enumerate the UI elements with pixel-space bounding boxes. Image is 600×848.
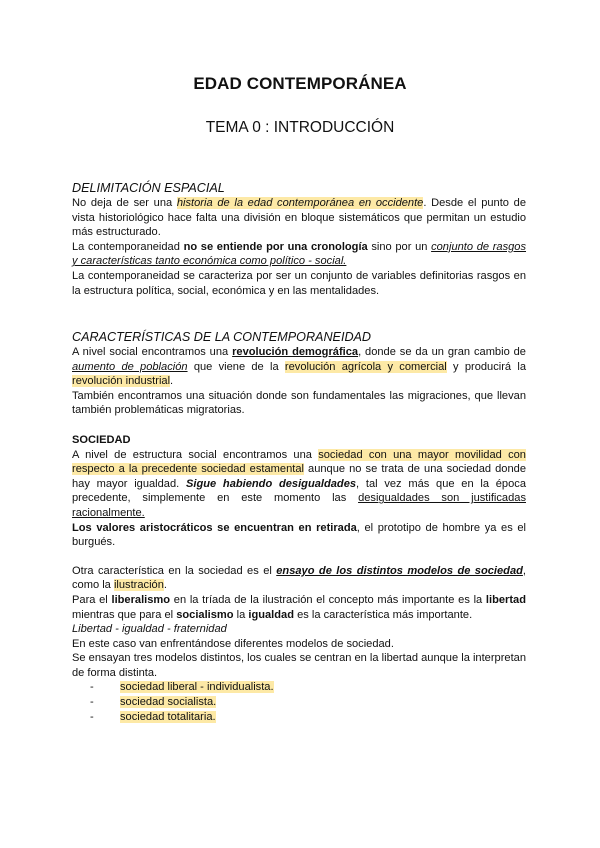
paragraph <box>72 564 526 593</box>
text-run: , como la <box>72 564 526 592</box>
highlight-text: sociedad con una mayor movilidad con respecto a la precedente sociedad estamental <box>72 448 526 476</box>
text-run: La contemporaneidad <box>72 240 184 253</box>
text-run: sino por un <box>367 240 432 253</box>
page-subtitle: TEMA 0 : INTRODUCCIÓN <box>205 119 395 136</box>
text-run: Para el <box>72 593 112 606</box>
highlight-text: revolución agrícola y comercial <box>284 360 447 373</box>
text-run: , donde se da un gran cambio de <box>358 346 526 358</box>
text-run: . <box>163 579 167 592</box>
spacer <box>72 550 526 564</box>
bold-text: no se entiende por una cronología <box>183 240 368 253</box>
paragraph: En este caso van enfrentándose diferentes modelos de sociedad. <box>72 637 394 650</box>
text-run: y producirá la <box>446 360 527 373</box>
underlined-text: conjunto de rasgos y características tanto económica como político - social. <box>72 240 527 268</box>
highlight-text: ilustración <box>113 579 164 592</box>
bold-text: libertad <box>485 593 526 606</box>
section-delimitacion <box>72 181 526 298</box>
text-run: . <box>170 375 174 388</box>
text-run: . Desde el punto de vista historiológico hace falta una división en bloque sistemáticos que permitan un estudio más estructurado. <box>72 197 527 239</box>
text-run: la <box>233 608 249 621</box>
highlight-text: sociedad liberal - individualista. <box>120 681 274 694</box>
text-run: en la tríada de la ilustración el concepto más importante es la <box>170 593 486 606</box>
bullet-list <box>72 680 526 724</box>
paragraph: Se ensayan tres modelos distintos, los cuales se centran en la libertad aunque la interpretan de forma distinta. <box>72 652 526 679</box>
paragraph <box>72 593 526 622</box>
highlight-text: sociedad totalitaria. <box>120 710 216 723</box>
bold-italic-underlined-text: ensayo de los distintos modelos de sociedad <box>276 564 523 577</box>
list-item <box>90 695 526 710</box>
list-item <box>90 680 526 695</box>
bold-underlined-text: revolución demográfica <box>232 346 359 358</box>
highlight-text: sociedad socialista. <box>120 696 217 709</box>
section-heading: DELIMITACIÓN ESPACIAL <box>72 181 225 195</box>
text-run: No deja de ser una <box>72 197 177 209</box>
text-run: mientras que para el <box>72 608 177 621</box>
paragraph: También encontramos una situación donde son fundamentales las migraciones, que llevan también problemáticas migratorias. <box>72 389 526 417</box>
text-run: aunque no se trata de una sociedad donde hay mayor igualdad. <box>72 463 526 490</box>
section-caracteristicas <box>72 330 526 724</box>
paragraph: La contemporaneidad se caracteriza por ser un conjunto de variables definitorias rasgos en la estructura política, social, económica y en las mentalidades. <box>72 269 526 297</box>
paragraph <box>72 448 526 521</box>
text-run: , el prototipo de hombre ya es el burgués. <box>72 521 526 549</box>
text-run: Otra característica en la sociedad es el <box>72 564 277 577</box>
section-heading: CARACTERÍSTICAS DE LA CONTEMPORANEIDAD <box>72 330 372 344</box>
highlight-text: historia de la edad contemporánea en occidente <box>176 197 424 209</box>
subsection-heading: SOCIEDAD <box>72 433 131 446</box>
underlined-text: aumento de población <box>72 360 188 373</box>
text-run: que viene de la <box>187 360 285 373</box>
paragraph <box>72 521 526 550</box>
list-item <box>90 710 526 725</box>
highlight-text: revolución industrial <box>72 375 171 388</box>
paragraph <box>72 345 526 389</box>
text-run: , tal vez más que en la época precedente, simplemente en este momento las <box>72 477 526 505</box>
text-run: A nivel de estructura social encontramos una <box>72 448 319 461</box>
text-run: es la característica más importante. <box>294 608 473 621</box>
text-run: A nivel social encontramos una <box>72 346 233 358</box>
underlined-text: desigualdades son justificadas racionalmente. <box>72 492 526 519</box>
triad-line: Libertad - igualdad - fraternidad <box>72 623 227 636</box>
page-title: EDAD CONTEMPORÁNEA <box>193 74 407 93</box>
paragraph <box>72 196 526 240</box>
bold-italic-text: Sigue habiendo desigualdades <box>185 477 357 490</box>
bold-text: Los valores aristocráticos se encuentran en retirada <box>72 521 357 534</box>
spacer <box>72 418 526 433</box>
bold-text: liberalismo <box>111 593 171 606</box>
paragraph <box>72 240 526 269</box>
bold-text: igualdad <box>248 608 294 621</box>
bold-text: socialismo <box>176 608 234 621</box>
